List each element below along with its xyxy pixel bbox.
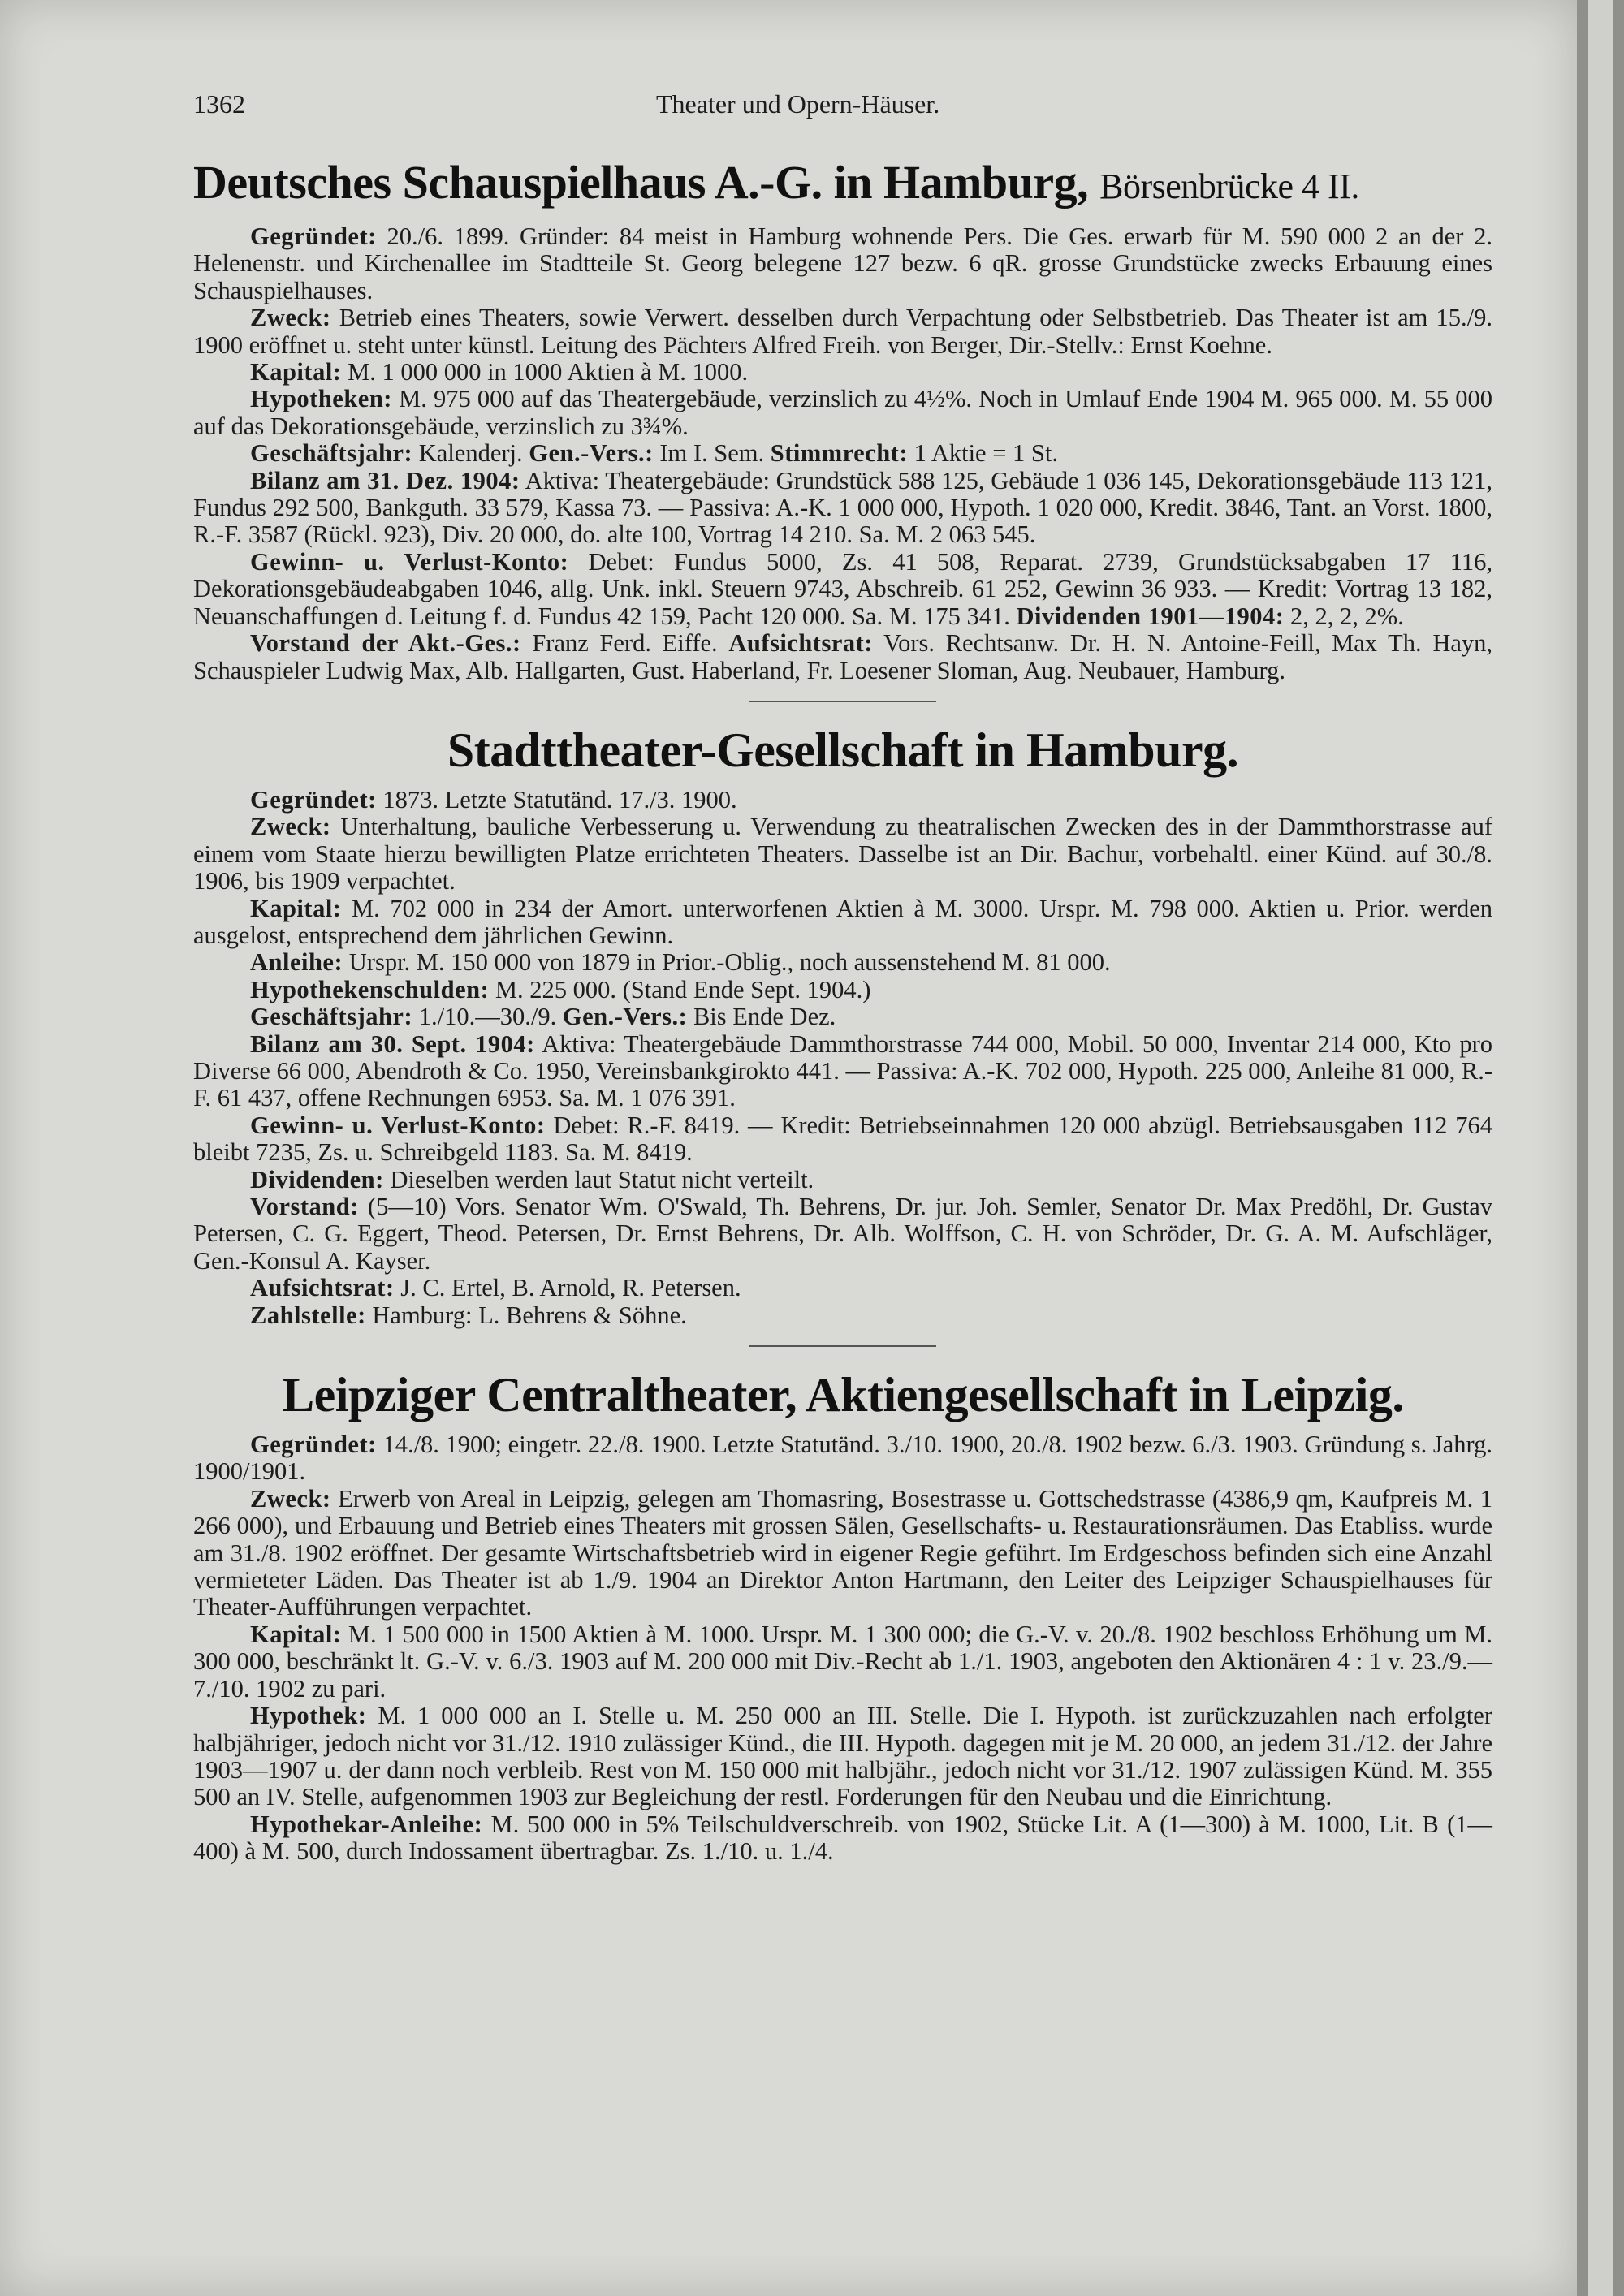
entry-paragraph	[193, 1486, 1492, 1621]
field-label: Kapital:	[250, 1620, 342, 1648]
company-title: Deutsches Schauspielhaus A.-G. in Hamburg, Börsenbrücke 4 II.	[193, 156, 1359, 209]
field-text: M. 1 000 000 in 1000 Aktien à M. 1000.	[348, 358, 749, 386]
entry-paragraph	[193, 1275, 1492, 1301]
field-text: Franz Ferd. Eiffe.	[532, 629, 718, 658]
field-label: Vorstand:	[250, 1193, 359, 1220]
field-label: Dividenden:	[250, 1165, 384, 1193]
field-text: 2, 2, 2, 2%.	[1290, 602, 1404, 630]
scan-edge-inner	[1588, 0, 1613, 2296]
company-title: Leipziger Centraltheater, Aktiengesellschaft in Leipzig.	[282, 1368, 1404, 1422]
field-label: Aufsichtsrat:	[250, 1274, 395, 1302]
field-label: Hypothekenschulden:	[250, 975, 490, 1003]
field-text: J. C. Ertel, B. Arnold, R. Petersen.	[400, 1274, 741, 1302]
field-label: Gen.-Vers.:	[529, 439, 654, 468]
running-title: Theater und Opern-Häuser.	[656, 89, 940, 119]
field-text: Betrieb eines Theaters, sowie Verwert. desselben durch Verpachtung oder Selbstbetrieb. Das Theater ist am 15./9. 1900 eröffnet u. steht unter künstl. Leitung des Pächters Alfred Freih. von Berger, Dir.-Stellv.: Ernst Koehne.	[193, 304, 1492, 359]
field-text: Aktiva: Theatergebäude: Grundstück 588 125, Gebäude 1 036 145, Dekorationsgebäude 113 121, Fundus 292 500, Bankguth. 33 579, Kassa 73. — Passiva: A.-K. 1 000 000, Hypoth. 1 020 000, Kredit. 3846, Tant. an Vorst. 1800, R.-F. 3587 (Rückl. 923), Div. 20 000, do. alte 100, Vortrag 14 210. Sa. M. 2 063 545.	[193, 466, 1492, 549]
entry-paragraph	[193, 896, 1492, 950]
entry-paragraph	[193, 1431, 1492, 1486]
field-label: Gewinn- u. Verlust-Konto:	[250, 1111, 546, 1139]
field-text: Hamburg: L. Behrens & Söhne.	[372, 1301, 687, 1329]
company-title: Stadttheater-Gesellschaft in Hamburg.	[447, 723, 1239, 777]
entry-paragraph	[193, 814, 1492, 895]
entry-paragraph	[193, 549, 1492, 630]
field-label: Gegründet:	[250, 1431, 377, 1459]
entry-paragraph	[193, 440, 1492, 467]
page-content	[193, 81, 1492, 1866]
field-text: Bis Ende Dez.	[693, 1003, 836, 1031]
field-label: Hypotheken:	[250, 385, 392, 413]
field-text: M. 1 000 000 an I. Stelle u. M. 250 000 an III. Stelle. Die I. Hypoth. ist zurückzuzahlen nach erfolgter halbjähriger, jedoch nicht vor 31./12. 1910 zulässiger Künd., die III. Hypoth. dagegen mit je M. 20 000, an jedem 31./12. der Jahre 1903—1907 u. der dann noch verbleib. Rest von M. 150 000 mit halbjähr., jedoch nicht vor 31./12. 1907 zulässigen Künd. M. 355 500 an IV. Stelle, aufgenommen 1903 zur Begleichung der restl. Forderungen für den Neubau und die Einrichtung.	[193, 1702, 1493, 1811]
entry-paragraph	[193, 1167, 1492, 1193]
entry-paragraph	[193, 1031, 1492, 1112]
field-label: Aufsichtsrat:	[728, 629, 873, 658]
entry-paragraph	[193, 1811, 1492, 1866]
field-text: 1 Aktie = 1 St.	[914, 439, 1058, 468]
entry-paragraph	[193, 630, 1492, 684]
field-label: Kapital:	[250, 894, 342, 922]
field-label: Anleihe:	[250, 948, 343, 977]
field-text: M. 225 000. (Stand Ende Sept. 1904.)	[495, 975, 871, 1003]
field-label: Zweck:	[250, 1484, 331, 1513]
field-label: Zweck:	[250, 813, 331, 841]
field-label: Gewinn- u. Verlust-Konto:	[250, 547, 569, 576]
field-label: Bilanz am 30. Sept. 1904:	[250, 1029, 535, 1058]
entry-paragraph	[193, 468, 1492, 549]
company-entry	[193, 1366, 1492, 1866]
field-text: Urspr. M. 150 000 von 1879 in Prior.-Oblig., noch aussenstehend M. 81 000.	[348, 948, 1111, 977]
field-text: 20./6. 1899. Gründer: 84 meist in Hamburg wohnende Pers. Die Ges. erwarb für M. 590 000 2 an der 2. Helenenstr. und Kirchenallee im Stadtteile St. Georg belegene 127 bezw. 6 qR. grosse Grundstücke zwecks Erbauung eines Schauspielhauses.	[193, 222, 1493, 304]
entry-paragraph	[193, 1112, 1492, 1167]
field-text: 1873. Letzte Statutänd. 17./3. 1900.	[382, 785, 737, 814]
field-text: Vors. Rechtsanw. Dr. H. N. Antoine-Feill, Max Th. Hayn, Schauspieler Ludwig Max, Alb. Hallgarten, Gust. Haberland, Fr. Loesener Sloman, Aug. Neubauer, Hamburg.	[193, 629, 1493, 684]
running-header	[193, 81, 1492, 130]
scan-edge	[1577, 0, 1624, 2296]
section-divider	[749, 1345, 936, 1347]
page-number: 1362	[193, 89, 245, 119]
field-label: Bilanz am 31. Dez. 1904:	[250, 466, 520, 494]
entry-paragraph	[193, 1193, 1492, 1275]
field-text: M. 975 000 auf das Theatergebäude, verzinslich zu 4½%. Noch in Umlauf Ende 1904 M. 965 000. M. 55 000 auf das Dekorationsgebäude, verzinslich zu 3¾%.	[193, 385, 1492, 440]
entry-paragraph	[193, 223, 1492, 304]
field-text: M. 702 000 in 234 der Amort. unterworfenen Aktien à M. 3000. Urspr. M. 798 000. Aktien u. Prior. werden ausgelost, entsprechend dem jährlichen Gewinn.	[193, 894, 1493, 949]
field-text: Debet: R.-F. 8419. — Kredit: Betriebseinnahmen 120 000 abzügl. Betriebsausgaben 112 764 bleibt 7235, Zs. u. Schreibgeld 1183. Sa. M. 8419.	[193, 1111, 1493, 1167]
section-divider	[749, 701, 936, 702]
field-text: Dieselben werden laut Statut nicht verteilt.	[390, 1165, 814, 1193]
entry-paragraph	[193, 977, 1492, 1003]
field-text: (5—10) Vors. Senator Wm. O'Swald, Th. Behrens, Dr. jur. Joh. Semler, Senator Dr. Max Predöhl, Dr. Gustav Petersen, C. G. Eggert, Theod. Petersen, Dr. Ernst Behrens, Dr. Alb. Wolffson, C. H. von Schröder, Dr. G. A. M. Aufschläger, Gen.-Konsul A. Kayser.	[193, 1193, 1493, 1275]
field-text: Kalenderj.	[418, 439, 523, 468]
field-text: Im I. Sem.	[659, 439, 765, 468]
field-label: Hypothekar-Anleihe:	[250, 1810, 483, 1838]
entry-paragraph	[193, 787, 1492, 814]
field-label: Geschäftsjahr:	[250, 1003, 413, 1031]
field-label: Gen.-Vers.:	[562, 1003, 688, 1031]
field-label: Gegründet:	[250, 222, 377, 250]
field-text: M. 500 000 in 5% Teilschuldverschreib. von 1902, Stücke Lit. A (1—300) à M. 1000, Lit. B (1—400) à M. 500, durch Indossament übertragbar. Zs. 1./10. u. 1./4.	[193, 1810, 1492, 1866]
field-text: Aktiva: Theatergebäude Dammthorstrasse 744 000, Mobil. 50 000, Inventar 214 000, Kto pro Diverse 66 000, Abendroth & Co. 1950, Vereinsbankgirokto 441. — Passiva: A.-K. 702 000, Hypoth. 225 000, Anleihe 81 000, R.-F. 61 437, offene Rechnungen 6953. Sa. M. 1 076 391.	[193, 1029, 1492, 1112]
field-label: Vorstand der Akt.-Ges.:	[250, 629, 521, 658]
field-text: Unterhaltung, bauliche Verbesserung u. Verwendung zu theatralischen Zwecken des in der Dammthorstrasse auf einem vom Staate hierzu bewilligten Platze errichteten Theaters. Dasselbe ist an Dir. Bachur, vorbehaltl. einer Künd. auf 30./8. 1906, bis 1909 verpachtet.	[193, 813, 1492, 896]
field-label: Dividenden 1901—1904:	[1016, 602, 1285, 630]
field-text: 14./8. 1900; eingetr. 22./8. 1900. Letzte Statutänd. 3./10. 1900, 20./8. 1902 bezw. 6./3. 1903. Gründung s. Jahrg. 1900/1901.	[193, 1431, 1492, 1486]
entry-paragraph	[193, 1621, 1492, 1703]
entry-paragraph	[193, 304, 1492, 359]
company-address: Börsenbrücke 4 II.	[1099, 166, 1359, 206]
field-text: M. 1 500 000 in 1500 Aktien à M. 1000. Urspr. M. 1 300 000; die G.-V. v. 20./8. 1902 beschloss Erhöhung um M. 300 000, beschränkt lt. G.-V. v. 6./3. 1903 auf M. 200 000 mit Div.-Recht ab 1./1. 1903, angeboten den Aktionären 4 : 1 v. 23./9.—7./10. 1902 zu pari.	[193, 1620, 1492, 1703]
company-entry	[193, 722, 1492, 1329]
field-text: Debet: Fundus 5000, Zs. 41 508, Reparat. 2739, Grundstücksabgaben 17 116, Dekorationsgebäudeabgaben 1046, allg. Unk. inkl. Steuern 9743, Abschreib. 61 252, Gewinn 36 933. — Kredit: Vortrag 13 182, Neuanschaffungen d. Leitung f. d. Fundus 42 159, Pacht 120 000. Sa. M. 175 341.	[193, 547, 1492, 630]
field-label: Geschäftsjahr:	[250, 439, 413, 468]
entry-paragraph	[193, 1003, 1492, 1030]
field-label: Stimmrecht:	[770, 439, 908, 468]
field-label: Hypothek:	[250, 1702, 367, 1730]
field-label: Gegründet:	[250, 785, 377, 814]
entry-paragraph	[193, 1302, 1492, 1329]
field-label: Kapital:	[250, 358, 342, 386]
entry-paragraph	[193, 359, 1492, 386]
field-text: 1./10.—30./9.	[418, 1003, 557, 1031]
entry-paragraph	[193, 1703, 1492, 1811]
field-label: Zweck:	[250, 304, 331, 332]
entry-paragraph	[193, 386, 1492, 440]
company-entry	[193, 154, 1492, 684]
field-text: Erwerb von Areal in Leipzig, gelegen am Thomasring, Bosestrasse u. Gottschedstrasse (4386,9 qm, Kaufpreis M. 1 266 000), und Erbauung und Betrieb eines Theaters mit grossen Sälen, Gesellschafts- u. Restaurationsräumen. Das Etabliss. wurde am 31./8. 1902 eröffnet. Der gesamte Wirtschaftsbetrieb wird in eigener Regie geführt. Im Erdgeschoss befinden sich eine Anzahl vermieteter Läden. Das Theater ist ab 1./9. 1904 an Direktor Anton Hartmann, den Leiter des Leipziger Schauspielhauses für Theater-Aufführungen verpachtet.	[193, 1484, 1492, 1621]
entry-paragraph	[193, 949, 1492, 976]
field-label: Zahlstelle:	[250, 1301, 366, 1329]
